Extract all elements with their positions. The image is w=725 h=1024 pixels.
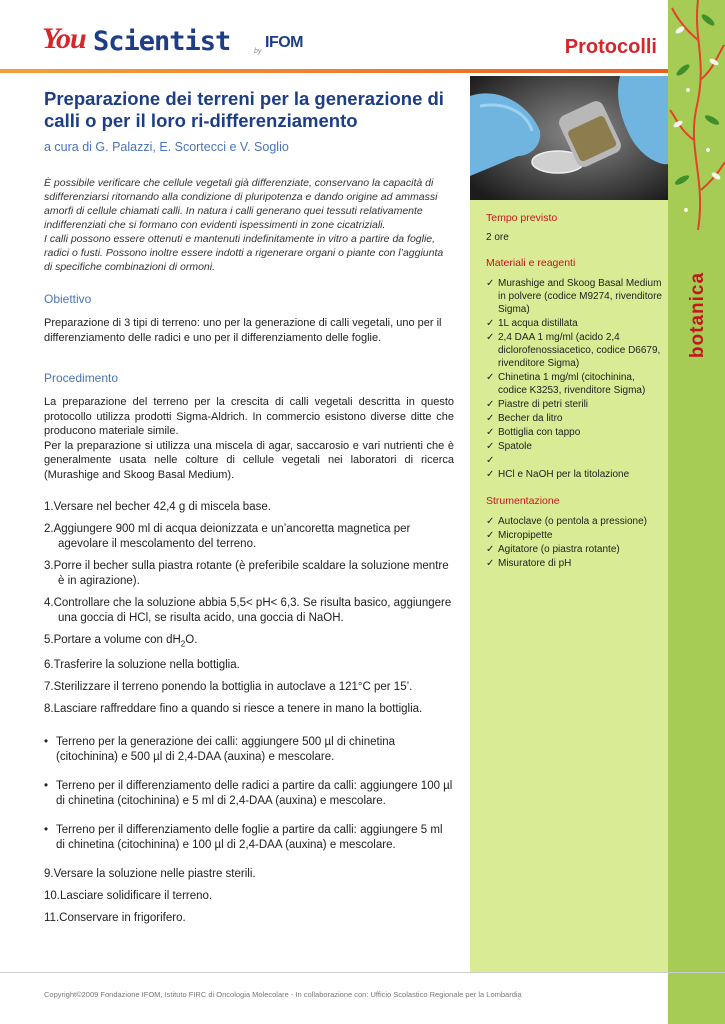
intro-text	[44, 176, 454, 274]
check-icon: ✓	[486, 441, 495, 452]
logo-you: You	[42, 22, 86, 55]
list-item	[486, 454, 664, 467]
objective-heading: Obiettivo	[44, 292, 92, 306]
list-item: 4.Controllare che la soluzione abbia 5,5< pH< 6,3. Se risulta basico, aggiungere una goccia di HCl, se risulta acido, una goccia di NaOH.	[44, 597, 452, 624]
list-item: 8.Lasciare raffreddare fino a quando si riesce a tenere in mano la bottiglia.	[44, 703, 423, 716]
check-icon: ✓	[486, 427, 495, 438]
list-item: 5.Portare a volume con $dH_2O$.	[44, 634, 198, 649]
check-icon: ✓	[486, 530, 495, 541]
list-item: ✓ HCl e NaOH per la titolazione	[486, 469, 630, 480]
time-heading: Tempo previsto	[486, 212, 558, 224]
check-icon: ✓	[486, 455, 495, 466]
check-icon: ✓	[486, 413, 495, 424]
procedure-steps	[44, 500, 454, 717]
list-item: ✓ 1L acqua distillata	[486, 318, 578, 329]
list-item: ✓ Micropipette	[486, 530, 553, 541]
list-item: ✓ Piastre di petri sterili	[486, 399, 589, 410]
list-item: 10.Lasciare solidificare il terreno.	[44, 890, 213, 903]
footer-copyright: Copyright©2009 Fondazione IFOM, Istituto FIRC di Oncologia Molecolare - In collaborazione con: Ufficio Scolastico Regionale per la Lombardia	[44, 990, 522, 999]
intro-paragraph: I calli possono essere ottenuti e mantenuti indefinitamente in vitro a partire da foglie, radici o fusti. Possono inoltre essere indotti a rigenerare organi o piante con l’aggiunta di specifiche combinazioni di ormoni.	[44, 233, 444, 273]
header-divider	[0, 69, 668, 73]
materials-list	[486, 277, 664, 481]
gloved-hands-petri-dish-icon	[470, 76, 668, 200]
list-item: ✓ Becher da litro	[486, 413, 563, 424]
logo-scientist: Scientist	[93, 26, 231, 57]
procedure-paragraph: La preparazione del terreno per la crescita di calli vegetali descritta in questo protocollo utilizza prodotti Sigma-Aldrich. In commercio esistono diverse ditte che producono materiale simile.	[44, 396, 454, 437]
list-item: 9.Versare la soluzione nelle piastre sterili.	[44, 868, 256, 881]
list-item: 3.Porre il becher sulla piastra rotante (è preferibile scaldare la soluzione mentre è in agirazione).	[44, 560, 449, 587]
equipment-list	[486, 515, 664, 570]
sidebar-content	[486, 212, 664, 584]
list-item: 2.Aggiungere 900 ml di acqua deionizzata e un’ancoretta magnetica per agevolare il mescolamento del terreno.	[44, 523, 411, 550]
list-item: • Terreno per il differenziamento delle foglie a partire da calli: aggiungere 5 ml di chinetina (citochinina) e 100 µl di 2,4-DAA (auxina) e mescolare.	[44, 823, 454, 853]
category-tab	[670, 260, 725, 370]
decorative-plant-strip	[668, 0, 725, 1024]
list-item: 1.Versare nel becher 42,4 g di miscela base.	[44, 501, 271, 513]
objective-text: Preparazione di 3 tipi di terreno: uno per la generazione di calli vegetali, uno per il differenziamento delle radici e uno per il differenziamento delle foglie.	[44, 317, 442, 344]
list-item: ✓ 2,4 DAA 1 mg/ml (acido 2,4 diclorofenossiacetico, codice D6679, rivenditore Sigma)	[486, 332, 661, 369]
list-item: ✓ Agitatore (o piastra rotante)	[486, 544, 620, 555]
procedure-paragraph: Per la preparazione si utilizza una miscela di agar, saccarosio e vari nutrienti che è generalmente usata nelle colture di cellule vegetali nei laboratori di ricerca (Murashige and Skoog Basal Medium).	[44, 439, 454, 481]
check-icon: ✓	[486, 544, 495, 555]
logo-by: by	[254, 48, 262, 55]
medium-variants	[44, 735, 454, 853]
check-icon: ✓	[486, 372, 495, 383]
check-icon: ✓	[486, 469, 495, 480]
intro-paragraph: È possibile verificare che cellule vegetali già differenziate, conservano la capacità di sdifferenziarsi ritornando alla condizione di pluripotenza e dando origine ad ammassi amorfi di cellule chiamati calli. In natura i calli generano quei tessuti relativamente indifferenziati che si formano con evidenti ispessimenti in zone cicatriziali.	[44, 177, 438, 231]
footer-divider	[0, 972, 725, 973]
equipment-heading: Strumentazione	[486, 495, 560, 507]
list-item: • Terreno per il differenziamento delle radici a partire da calli: aggiungere 100 µl di chinetina (citochinina) e 5 ml di 2,4-DAA (auxina) e mescolare.	[44, 779, 454, 809]
final-steps	[44, 867, 454, 926]
list-item: 7.Sterilizzare il terreno ponendo la bottiglia in autoclave a 121°C per 15’.	[44, 681, 413, 694]
plant-illustration-icon	[668, 0, 725, 1024]
list-item: ✓ Murashige and Skoog Basal Medium in polvere (codice M9274, rivenditore Sigma)	[486, 278, 662, 315]
list-item: 6.Trasferire la soluzione nella bottiglia.	[44, 659, 240, 672]
list-item: • Terreno per la generazione dei calli: aggiungere 500 µl di chinetina (citochinina) e 500 µl di 2,4-DAA (auxina) e mescolare.	[44, 735, 454, 765]
list-item: ✓ Chinetina 1 mg/ml (citochinina, codice K3253, rivenditore Sigma)	[486, 372, 646, 396]
check-icon: ✓	[486, 318, 495, 329]
check-icon: ✓	[486, 558, 495, 569]
list-item: ✓ Misuratore di pH	[486, 558, 572, 569]
logo-ifom: IFOM	[265, 34, 303, 51]
list-item: ✓ Autoclave (o pentola a pressione)	[486, 516, 647, 527]
procedure-heading: Procedimento	[44, 371, 119, 385]
category-tab-label: botanica	[686, 271, 708, 359]
main-content	[44, 88, 454, 933]
page-header	[0, 0, 725, 74]
list-item: ✓ Bottiglia con tappo	[486, 427, 581, 438]
lab-photo	[470, 76, 668, 200]
materials-heading: Materiali e reagenti	[486, 257, 576, 269]
check-icon: ✓	[486, 516, 495, 527]
authors: a cura di G. Palazzi, E. Scortecci e V. Soglio	[44, 140, 289, 154]
check-icon: ✓	[486, 399, 495, 410]
list-item: 11.Conservare in frigorifero.	[44, 912, 186, 925]
check-icon: ✓	[486, 332, 495, 343]
page-title: Preparazione dei terreni per la generazione di calli o per il loro ri-differenziamento	[44, 88, 444, 131]
list-item: ✓ Spatole	[486, 441, 532, 452]
check-icon: ✓	[486, 278, 495, 289]
time-value: 2 ore	[486, 232, 509, 243]
section-title: Protocolli	[564, 36, 657, 58]
